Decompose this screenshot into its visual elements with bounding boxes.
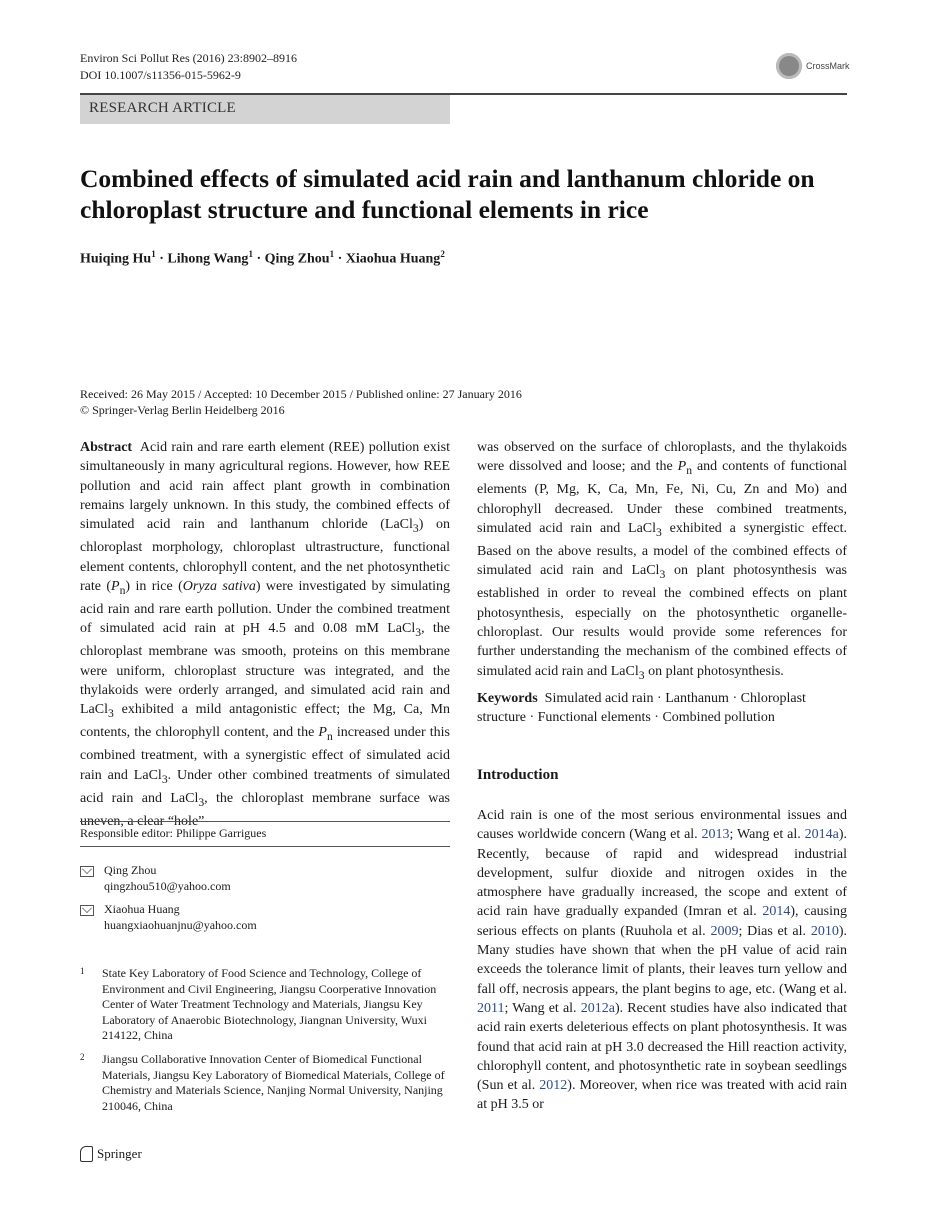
author-affiliation: 1 [329,249,335,259]
publisher-footer [80,1146,142,1162]
contact-name: Qing Zhou [104,863,157,877]
author-affiliation: 1 [151,249,156,259]
journal-header [80,50,297,84]
citation-link[interactable]: 2010 [810,923,839,939]
envelope-icon [80,866,94,877]
abstract-left-column [80,438,450,831]
citation-link[interactable]: 2012a [580,1000,615,1016]
author-name[interactable]: Lihong Wang [167,251,249,267]
author-name[interactable]: Xiaohua Huang [345,251,441,267]
keywords-text: Simulated acid rain · Lanthanum · Chloroplast structure · Functional elements · Combined pollution [477,691,806,726]
abstract-label: Abstract [80,440,133,455]
abstract-text: Abstract Acid rain and rare earth element (REE) pollution exist simultaneously in many agricultural regions. However, how REE pollution and acid rain affect plant growth in combination remains largely unknown. In this study, the combined effects of simulated acid rain and lanthanum chloride (LaCl$_3$) on chloroplast morphology, chloroplast ultrastructure, functional element contents, chlorophyll content, and the net photosynthetic rate $(P_n)$ in rice (Oryza sativa) were investigated by simulating acid rain and rare earth pollution. Under the combined treatment of simulated acid rain at pH 4.5 and 0.08 mM LaCl$_3$, the chloroplast membrane was smooth, proteins on this membrane were uniform, chloroplast structure was integrated, and the thylakoids were orderly arranged, and simulated acid rain and LaCl$_3$ exhibited a mild antagonistic effect; the Mg, Ca, Mn contents, the chlorophyll content, and the $P_n$ increased under this combined treatment, with a synergistic effect of simulated acid rain and LaCl$_3$. Under other combined treatments of simulated acid rain and LaCl$_3$, the chloroplast membrane surface was uneven, a clear “hole” [80,440,450,829]
footnote-rule [80,846,450,847]
article-type: RESEARCH ARTICLE [89,100,236,116]
article-type-banner [80,95,450,124]
affiliation [80,966,450,1044]
doi[interactable]: DOI 10.1007/s11356-015-5962-9 [80,68,241,82]
author-affiliation: 2 [440,249,445,259]
responsible-editor: Responsible editor: Philippe Garrigues [80,826,267,840]
abstract-continued: was observed on the surface of chloroplasts, and the thylakoids were dissolved and loose; and the $P_n$ and contents of functional elements (P, Mg, K, Ca, Mn, Fe, Ni, Cu, Zn and Mo) and chlorophyll decreased. Under these combined treatments, simulated acid rain and LaCl$_3$ exhibited a synergistic effect. Based on the above results, a model of the combined effects of simulated acid rain and LaCl$_3$ on plant photosynthesis was established in order to reveal the combined effects on plant photosynthesis, especially on the photosynthetic organelle-chloroplast. Our results would provide some references for further understanding the mechanism of the combined effects of simulated acid rain and LaCl$_3$ on plant photosynthesis. [477,440,848,682]
author-list: Huiqing $Hu^1$ · Lihong Wang$^1$ · Qing Zhou$^1$ · Xiaohua Huang$^2$ [80,249,445,267]
keywords [477,689,847,728]
contact-email[interactable]: huangxiaohuanjnu@yahoo.com [104,917,257,932]
footnote-rule [80,821,450,822]
introduction-body: Acid rain is one of the most serious environmental issues and causes worldwide concern (Wang et al. 2013; Wang et al. 2014a). Recently, because of rapid and widespread industrial development, sulfur dioxide and nitrogen oxides in the atmosphere have gradually increased, the scope and extent of acid rain have gradually expanded (Imran et al. 2014), causing serious effects on plants (Ruuhola et al. 2009; Dias et al. 2010). Many studies have shown that when the pH value of acid rain exceeds the tolerance limit of plants, their leaves turn yellow and fall off, necrosis appears, the plant begins to age, etc. (Wang et al. 2011; Wang et al. 2012a). Recent studies have also indicated that acid rain exerts deleterious effects on plant photosynthesis. It was found that acid rain at pH 3.0 decreased the Hill reaction activity, chlorophyll content, and photosynthetic rate in soybean seedlings (Sun et al. 2012). Moreover, when rice was treated with acid rain at pH 3.5 or [477,808,848,1113]
journal-citation: Environ Sci Pollut Res (2016) 23:8902–8916 [80,51,297,65]
citation-link[interactable]: 2009 [710,923,739,939]
crossmark-icon [776,53,802,79]
author-affiliation: 1 [248,249,253,259]
contact-entry [80,902,257,933]
springer-logo-icon [80,1146,93,1162]
citation-link[interactable]: 2014 [762,904,791,920]
contact-entry [80,863,231,894]
affiliation-number: 2 [80,1052,85,1062]
copyright: © Springer-Verlag Berlin Heidelberg 2016 [80,403,285,417]
citation-link[interactable]: 2013 [701,827,730,843]
affiliation [80,1052,450,1114]
citation-link[interactable]: 2012 [539,1078,568,1094]
author-name[interactable]: Huiqing Hu [80,251,152,267]
publication-dates [80,386,522,418]
abstract-right-column [477,438,847,685]
citation-link[interactable]: 2011 [477,1000,505,1016]
crossmark-badge[interactable] [776,53,850,79]
dates-line: Received: 26 May 2015 / Accepted: 10 December 2015 / Published online: 27 January 2016 [80,387,522,401]
contact-email[interactable]: qingzhou510@yahoo.com [104,878,231,893]
paper-title: Combined effects of simulated acid rain and lanthanum chloride on chloroplast structure and functional elements in rice [80,164,815,224]
keywords-label: Keywords [477,691,538,706]
envelope-icon [80,905,94,916]
affiliation-number: 1 [80,966,85,976]
crossmark-label: CrossMark [806,61,850,71]
citation-link[interactable]: 2014a [804,827,839,843]
author-name[interactable]: Qing Zhou [264,251,330,267]
section-heading-introduction: Introduction [477,767,559,783]
publisher-name: Springer [97,1146,142,1161]
affiliation-text: Jiangsu Collaborative Innovation Center of Biomedical Functional Materials, Jiangsu Key Laboratory of Biomedical Materials, College of Chemistry and Materials Science, Nanjing Normal University, Nanjing 210046, China [102,1052,445,1113]
contact-name: Xiaohua Huang [104,902,180,916]
affiliation-text: State Key Laboratory of Food Science and Technology, College of Environment and Civil Engineering, Jiangsu Coorperative Innovation Center of Water Treatment Technology and Materials, Jiangsu Key Laboratory of Anaerobic Biotechnology, Jiangnan University, Wuxi 214122, China [102,966,437,1043]
